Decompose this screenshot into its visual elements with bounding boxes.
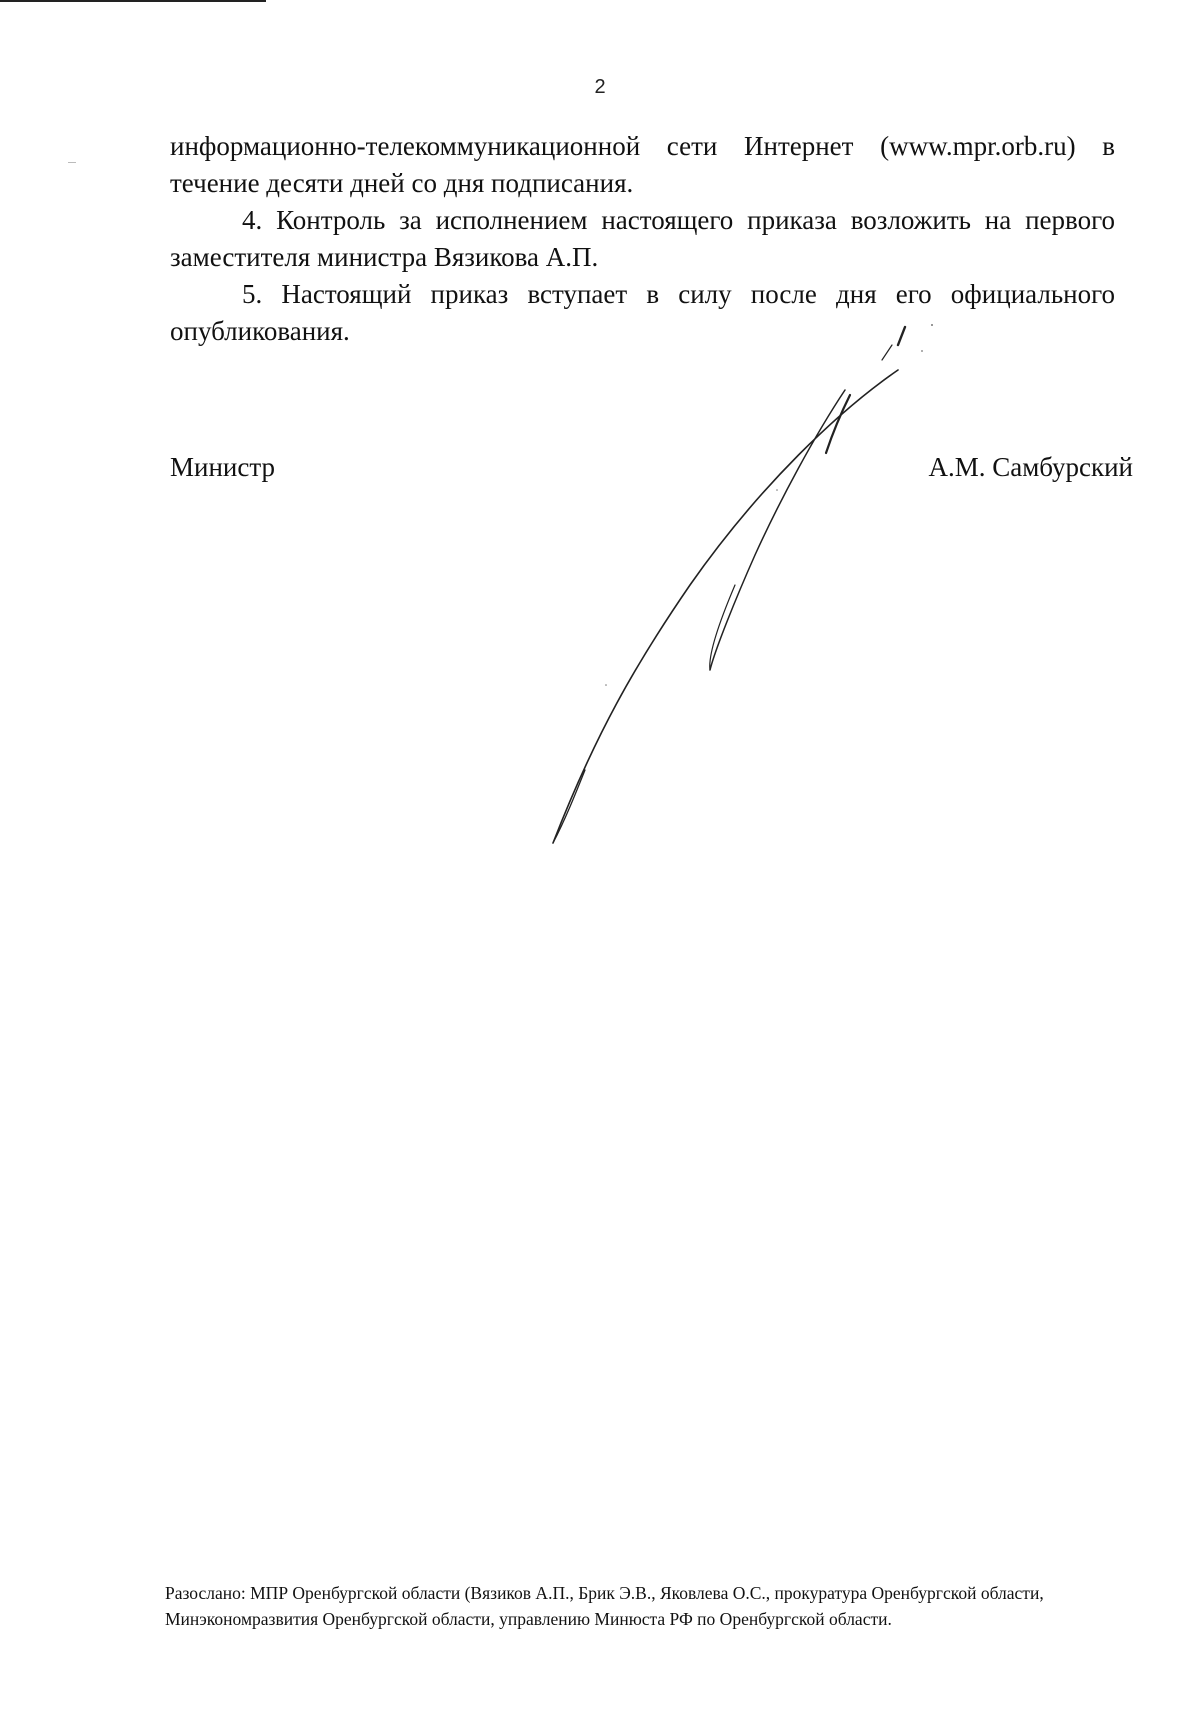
distribution-list: Разослано: МПР Оренбургской области (Вязиков А.П., Брик Э.В., Яковлева О.С., прокуратура Оренбургской области, Минэкономразвития Оренбургской области, управлению Минюста РФ по Оренбургской области. [165, 1583, 1044, 1629]
paragraph-continuation: информационно-телекоммуникационной сети Интернет (www.mpr.orb.ru) в течение десяти дней со дня подписания. [170, 131, 1115, 198]
scan-edge-line [0, 0, 266, 2]
paragraph-item-5: 5. Настоящий приказ вступает в силу после дня его официального опубликования. [170, 279, 1115, 346]
signatory-name: А.М. Самбурский [928, 452, 1133, 482]
handwritten-signature [540, 315, 960, 875]
paragraph-item-4: 4. Контроль за исполнением настоящего приказа возложить на первого заместителя министра Вязикова А.П. [170, 205, 1115, 272]
page-number: 2 [594, 76, 606, 98]
scan-mark [68, 162, 76, 163]
signatory-role: Министр [170, 452, 275, 482]
